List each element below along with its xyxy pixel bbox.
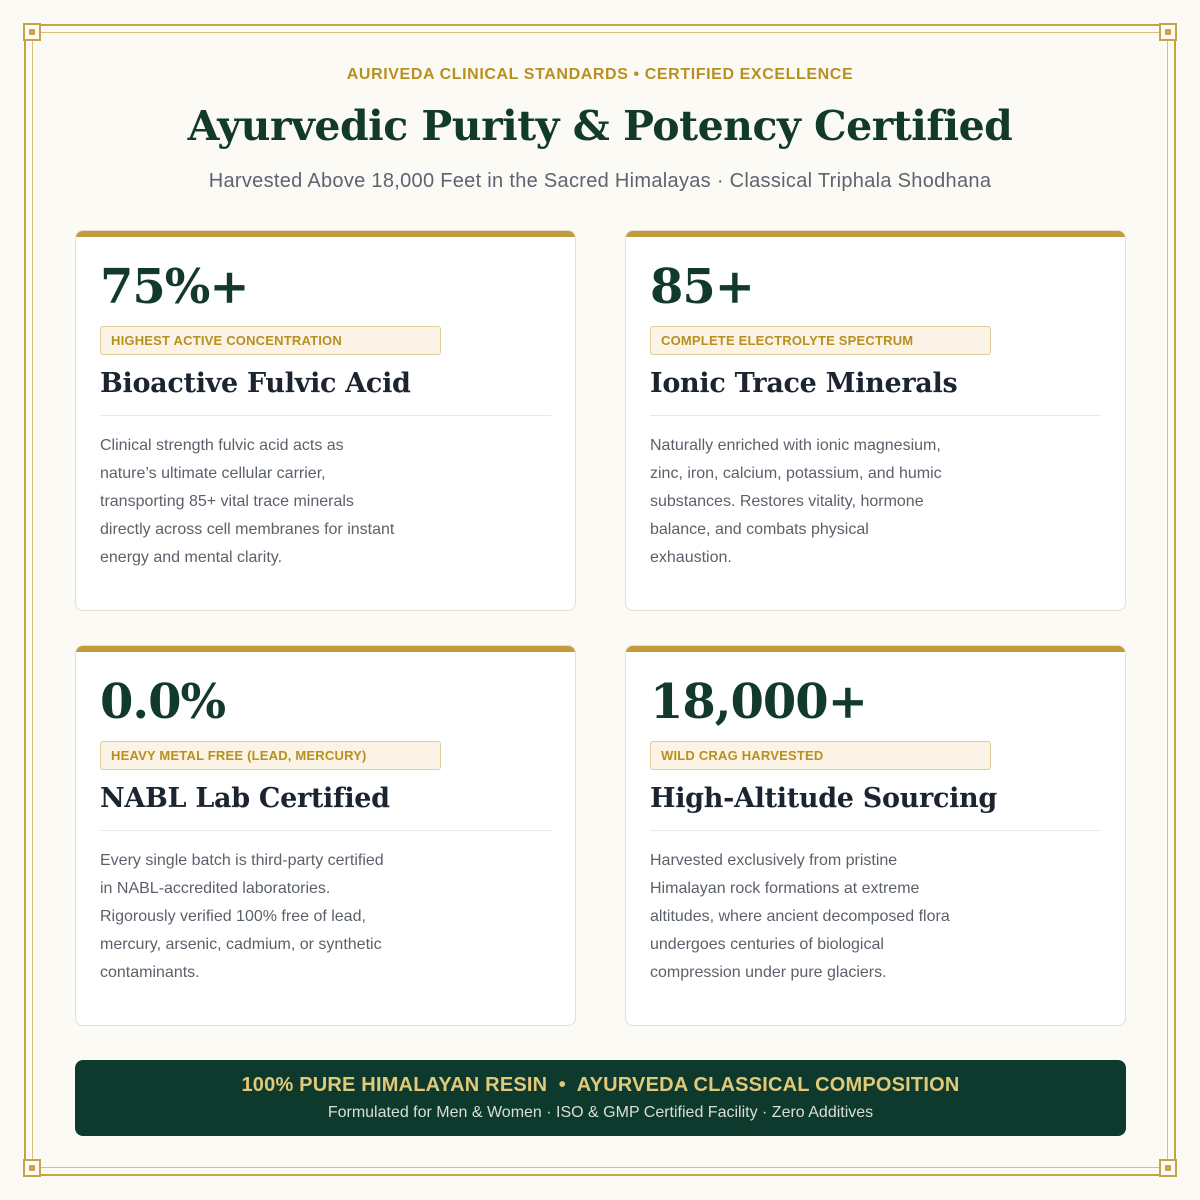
corner-ornament-icon (1159, 1159, 1177, 1177)
header-kicker: AURIVEDA CLINICAL STANDARDS • CERTIFIED EXCELLENCE (346, 66, 854, 83)
card-description: Harvested exclusively from pristine Himalayan rock formations at extreme altitudes, where ancient decomposed flora undergoes centuries of biological compression under pure glaciers. (650, 852, 950, 981)
stat-badge: HEAVY METAL FREE (LEAD, MERCURY) (100, 741, 441, 770)
card-divider (100, 830, 551, 831)
card-title: Bioactive Fulvic Acid (100, 368, 411, 399)
feature-card-trace-minerals (625, 230, 1126, 611)
card-title: Ionic Trace Minerals (650, 368, 958, 399)
stat-badge: HIGHEST ACTIVE CONCENTRATION (100, 326, 441, 355)
page-subtitle: Harvested Above 18,000 Feet in the Sacred Himalayas · Classical Triphala Shodhana (208, 170, 992, 192)
banner-headline: 100% PURE HIMALAYAN RESIN • AYURVEDA CLASSICAL COMPOSITION (241, 1074, 960, 1096)
feature-card-fulvic-acid (75, 230, 576, 611)
feature-card-lab-certified (75, 645, 576, 1026)
stat-badge: WILD CRAG HARVESTED (650, 741, 991, 770)
card-title: High-Altitude Sourcing (650, 783, 997, 814)
stat-value: 85+ (650, 259, 755, 315)
stat-badge: COMPLETE ELECTROLYTE SPECTRUM (650, 326, 991, 355)
corner-ornament-icon (1159, 23, 1177, 41)
page-title: Ayurvedic Purity & Potency Certified (187, 102, 1013, 150)
card-divider (650, 830, 1101, 831)
stat-value: 0.0% (100, 674, 226, 730)
stat-value: 18,000+ (650, 674, 867, 730)
card-description: Naturally enriched with ionic magnesium, zinc, iron, calcium, potassium, and humic substances. Restores vitality, hormone balance, and combats physical exhaustion. (650, 437, 942, 566)
card-divider (650, 415, 1101, 416)
feature-card-altitude-sourcing (625, 645, 1126, 1026)
stat-value: 75%+ (100, 259, 249, 315)
corner-ornament-icon (23, 1159, 41, 1177)
footer-banner (75, 1060, 1126, 1136)
corner-ornament-icon (23, 23, 41, 41)
banner-subline: Formulated for Men & Women · ISO & GMP Certified Facility · Zero Additives (327, 1104, 874, 1121)
card-divider (100, 415, 551, 416)
card-description: Every single batch is third-party certified in NABL-accredited laboratories. Rigorously verified 100% free of lead, mercury, arsenic, cadmium, or synthetic contaminants. (100, 852, 384, 981)
card-description: Clinical strength fulvic acid acts as nature’s ultimate cellular carrier, transporting 85+ vital trace minerals directly across cell membranes for instant energy and mental clarity. (100, 437, 395, 566)
card-title: NABL Lab Certified (100, 783, 390, 814)
